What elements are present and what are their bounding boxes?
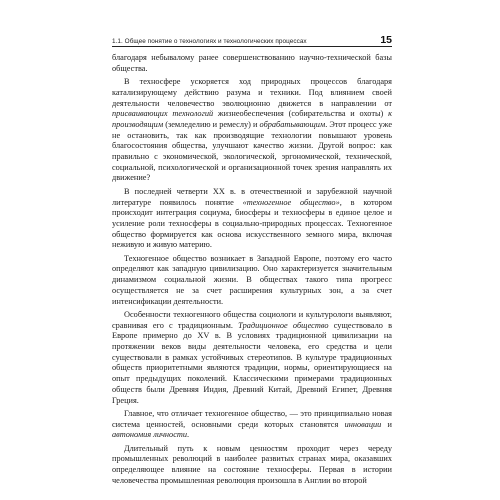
paragraph [112, 310, 392, 406]
paragraph [112, 444, 392, 487]
text-segment: благодаря небывалому ранее совершенствованию научно-технической базы общества. [112, 53, 392, 73]
italic-term: присваивающих технологий [112, 109, 214, 119]
italic-term: обрабатывающим [259, 119, 326, 129]
text-segment: жизнеобеспечения (собирательства и охоты) [213, 109, 389, 119]
text-segment: . [187, 430, 190, 440]
italic-term: автономия личности [112, 430, 188, 440]
text-segment: В последней четверти XX в. в отечественной и зарубежной научной литературе появилось понятие [112, 186, 392, 207]
paragraph [112, 187, 392, 251]
text-segment: Особенности техногенного общества социологи и культурологи выявляют, сравнивая его с традиционным. [112, 309, 392, 330]
running-header [112, 33, 392, 47]
paragraph [112, 254, 392, 308]
text-segment: В техносфере ускоряется ход природных процессов благодаря катализирующему действию разума и техники. Под влиянием своей деятельности человечество эволюционно движется в направлении от [112, 77, 392, 108]
text-segment: существовало в Европе примерно до XV в. В условиях традиционной цивилизации на протяжении веков виды деятельности человека, его средства и цели существовали в рамках устойчивых стереотипов. В культуре традиционных обществ приоритетными являются традиции, нормы, ориентирующиеся на опыт предыдущих поколений. Классическими примерами традиционных обществ были Древняя Индия, Древний Китай, Древний Египет, Древняя Греция. [112, 320, 393, 405]
paragraph [112, 77, 392, 184]
text-segment: . Этот процесс уже не остановить, так как производящие технологии повышают уровень благосостояния общества, улучшают качество жизни. Другой вопрос: как правильно с экономической, экологической, эргономической, технической, социальной, психологической и организационной точек зрения направлять их движение? [112, 119, 393, 183]
page-number: 15 [380, 34, 392, 46]
text-segment: (земледелию и ремеслу) и [163, 119, 260, 129]
text-segment: Главное, что отличает техногенное общество, — это принципиально новая система ценностей, основными среди которых становятся [112, 408, 392, 429]
paragraph [112, 409, 392, 441]
text-segment: и [381, 419, 392, 429]
text-segment: , в котором происходит интеграция социума, биосферы и техносферы в единое целое и усиление роли техносферы в социально-природных процессах. Техногенное общество формируется как основа искусственного земного мира, включая неживую и живую материю. [112, 197, 393, 250]
body-text [112, 53, 392, 489]
text-segment: Техногенное общество возникает в Западной Европе, поэтому его часто определяют как западную цивилизацию. Оно характеризуется значительным динамизмом социальной жизни. В обществах такого типа прогресс осуществляется не за счет расширения культурных зон, а за счет интенсификации деятельности. [112, 253, 392, 306]
text-segment: Длительный путь к новым ценностям проходит через череду промышленных революций в наиболее развитых странах мира, оказавших определяющее влияние на состояние техносферы. Первая в истории человечества промышленная революция произошла в Англии во второй [112, 443, 392, 485]
italic-term: Традиционное общество [238, 320, 329, 330]
italic-term: «техногенное общество» [242, 197, 340, 207]
running-header-title: 1.1. Общее понятие о технологиях и технологических процессах [112, 38, 307, 45]
paragraph [112, 53, 392, 74]
italic-term: инновации [344, 419, 382, 429]
italic-term: к производящим [112, 109, 392, 129]
